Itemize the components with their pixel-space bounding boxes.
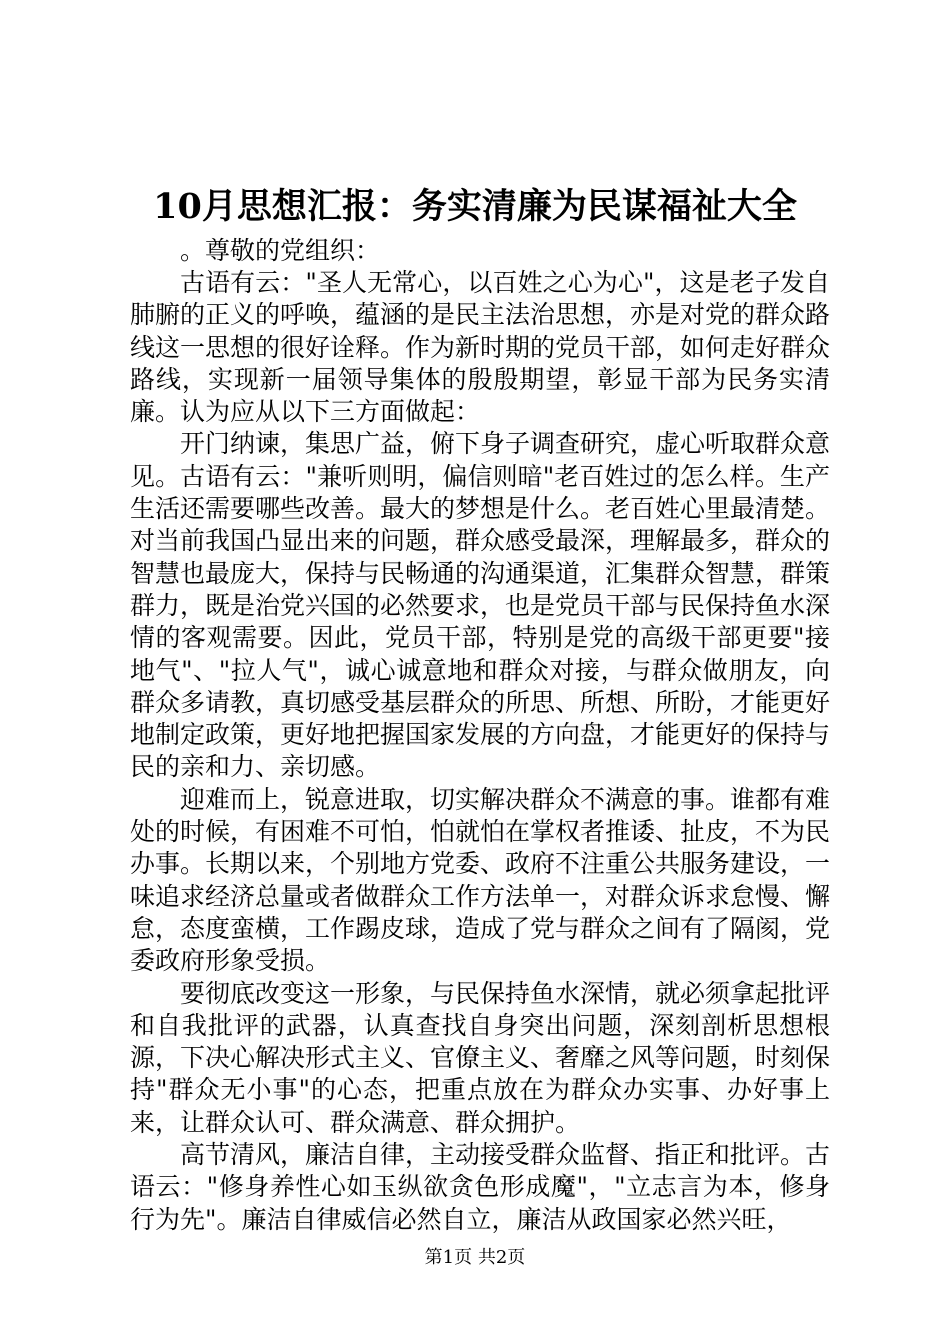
salutation: 。尊敬的党组织： xyxy=(180,236,381,265)
paragraph-integrity: 高节清风，廉洁自律，主动接受群众监督、指正和批评。古语云："修身养性心如玉纵欲贪色形成魔"，"立志言为本，修身行为先"。廉洁自律威信必然自立，廉洁从政国家必然兴旺， xyxy=(130,1140,831,1234)
paragraph-change-image: 要彻底改变这一形象，与民保持鱼水深情，就必须拿起批评和自我批评的武器，认真查找自身突出问题，深刻剖析思想根源，下决心解决形式主义、官僚主义、奢靡之风等问题，时刻保持"群众无小事"的心态，把重点放在为群众办实事、办好事上来，让群众认可、群众满意、群众拥护。 xyxy=(130,978,831,1137)
paragraph-intro: 古语有云："圣人无常心，以百姓之心为心"，这是老子发自肺腑的正义的呼唤，蕴涵的是民主法治思想，亦是对党的群众路线这一思想的很好诠释。作为新时期的党员干部，如何走好群众路线，实现新一届领导集体的殷殷期望，彰显干部为民务实清廉。认为应从以下三方面做起： xyxy=(130,268,831,427)
document-title: 10月思想汇报：务实清廉为民谋福祉大全 xyxy=(153,186,797,227)
paragraph-listen-to-masses: 开门纳谏，集思广益，俯下身子调查研究，虚心听取群众意见。古语有云："兼听则明，偏信则暗"老百姓过的怎么样。生产生活还需要哪些改善。最大的梦想是什么。老百姓心里最清楚。对当前我国凸显出来的问题，群众感受最深，理解最多，群众的智慧也最庞大，保持与民畅通的沟通渠道，汇集群众智慧，群策群力，既是治党兴国的必然要求，也是党员干部与民保持鱼水深情的客观需要。因此，党员干部，特别是党的高级干部更要"接地气"、"拉人气"，诚心诚意地和群众对接，与群众做朋友，向群众多请教，真切感受基层群众的所思、所想、所盼，才能更好地制定政策，更好地把握国家发展的方向盘，才能更好的保持与民的亲和力、亲切感。 xyxy=(130,429,831,782)
paragraph-solve-problems: 迎难而上，锐意进取，切实解决群众不满意的事。谁都有难处的时候，有困难不可怕，怕就怕在掌权者推诿、扯皮，不为民办事。长期以来，个别地方党委、政府不注重公共服务建设，一味追求经济总量或者做群众工作方法单一，对群众诉求怠慢、懈怠，态度蛮横，工作踢皮球，造成了党与群众之间有了隔阂，党委政府形象受损。 xyxy=(130,784,831,976)
page-footer: 第1页 共2页 xyxy=(424,1247,526,1268)
document-body xyxy=(130,235,830,1236)
